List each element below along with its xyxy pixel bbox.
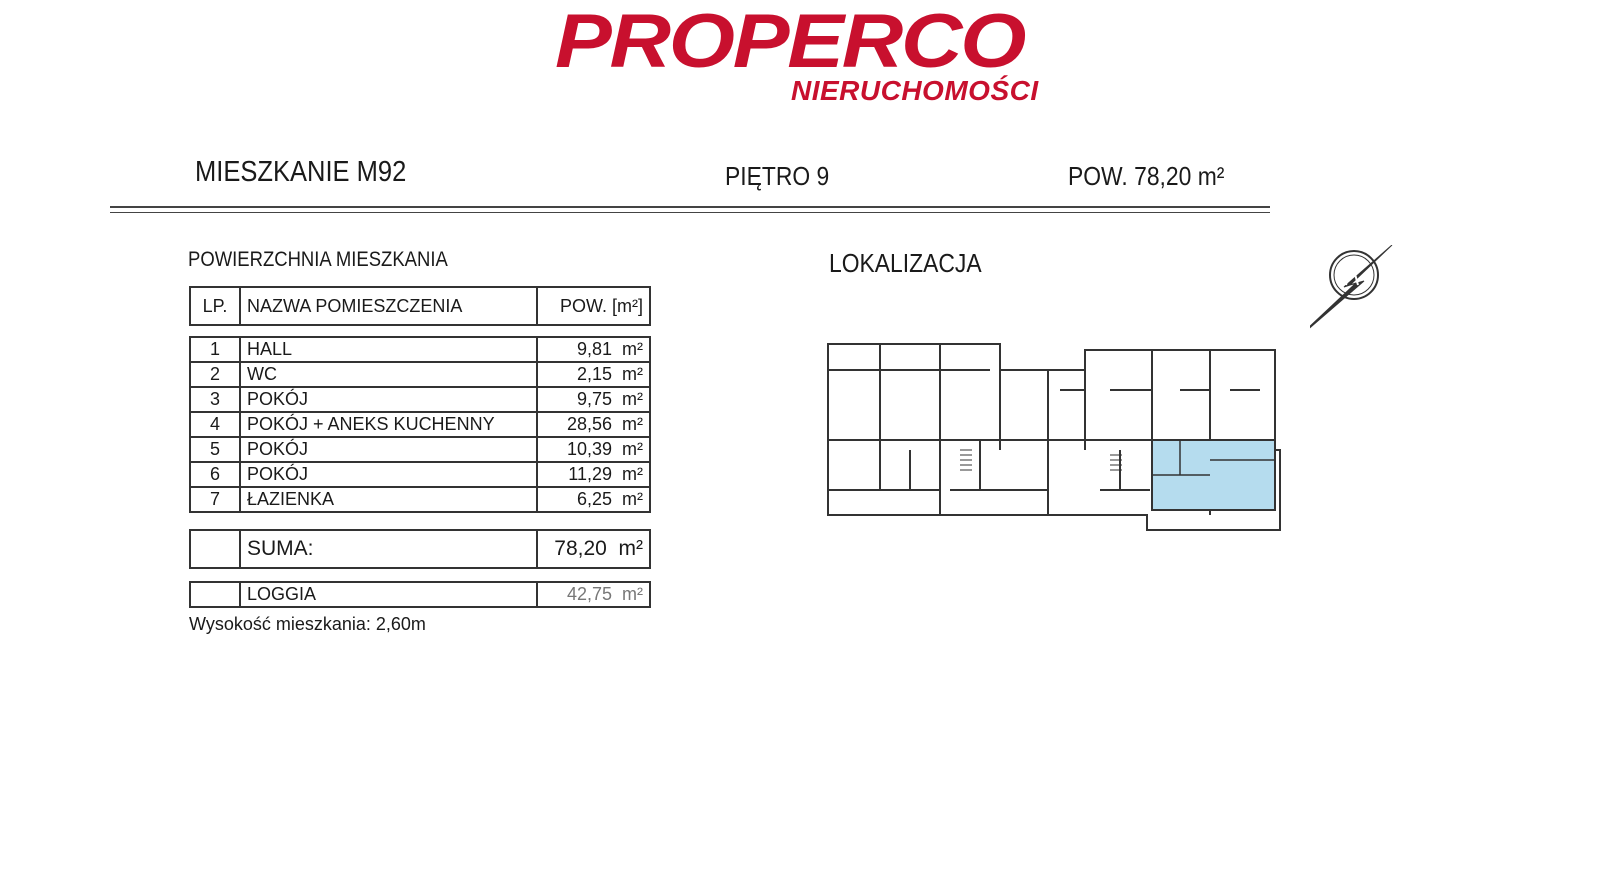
header-area: POW. [m²] xyxy=(537,287,650,325)
row-name: ŁAZIENKA xyxy=(240,487,537,512)
header-rule-thin xyxy=(110,212,1270,213)
section-title: POWIERZCHNIA MIESZKANIA xyxy=(188,248,448,271)
rooms-table xyxy=(189,336,651,513)
table-header xyxy=(189,286,651,326)
row-name: HALL xyxy=(240,337,537,362)
loggia-table xyxy=(189,581,651,608)
table-row xyxy=(190,462,650,487)
row-area: 2,15 m² xyxy=(537,362,650,387)
row-name: POKÓJ + ANEKS KUCHENNY xyxy=(240,412,537,437)
area-label: POW. 78,20 m² xyxy=(1068,161,1225,191)
table-row xyxy=(190,437,650,462)
sum-area: 78,20 m² xyxy=(537,530,650,568)
row-area: 9,75 m² xyxy=(537,387,650,412)
table-row xyxy=(190,362,650,387)
sum-label: SUMA: xyxy=(240,530,537,568)
logo-sub: NIERUCHOMOŚCI xyxy=(791,75,1039,106)
table-row xyxy=(190,412,650,437)
properco-logo xyxy=(555,0,1055,106)
row-area: 6,25 m² xyxy=(537,487,650,512)
floor-plan xyxy=(820,330,1290,540)
apartment-title: MIESZKANIE M92 xyxy=(195,156,407,188)
row-lp: 6 xyxy=(190,462,240,487)
height-note: Wysokość mieszkania: 2,60m xyxy=(189,614,426,634)
row-lp: 5 xyxy=(190,437,240,462)
row-lp: 4 xyxy=(190,412,240,437)
loggia-label: LOGGIA xyxy=(240,582,537,607)
table-row xyxy=(190,487,650,512)
row-lp: 3 xyxy=(190,387,240,412)
north-compass-icon xyxy=(1310,245,1400,355)
location-title: LOKALIZACJA xyxy=(829,248,982,278)
header-name: NAZWA POMIESZCZENIA xyxy=(240,287,537,325)
table-row xyxy=(190,387,650,412)
row-area: 11,29 m² xyxy=(537,462,650,487)
row-area: 9,81 m² xyxy=(537,337,650,362)
loggia-area: 42,75 m² xyxy=(537,582,650,607)
row-name: WC xyxy=(240,362,537,387)
logo-brand: PROPERCO xyxy=(555,0,1025,84)
row-lp: 2 xyxy=(190,362,240,387)
table-row xyxy=(190,337,650,362)
row-area: 10,39 m² xyxy=(537,437,650,462)
header-lp: LP. xyxy=(190,287,240,325)
row-area: 28,56 m² xyxy=(537,412,650,437)
row-name: POKÓJ xyxy=(240,462,537,487)
floor-label: PIĘTRO 9 xyxy=(725,161,830,191)
row-name: POKÓJ xyxy=(240,387,537,412)
row-lp: 1 xyxy=(190,337,240,362)
sum-table xyxy=(189,529,651,569)
row-lp: 7 xyxy=(190,487,240,512)
row-name: POKÓJ xyxy=(240,437,537,462)
header-rule xyxy=(110,206,1270,208)
